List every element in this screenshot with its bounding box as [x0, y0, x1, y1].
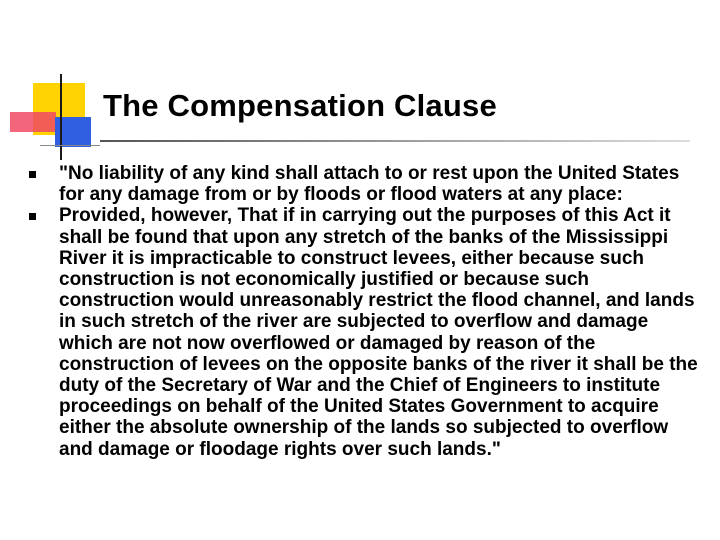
logo-red-bar	[10, 112, 56, 132]
bullet-list	[59, 163, 699, 460]
bullet-text: Provided, however, That if in carrying out the purposes of this Act it shall be found that upon any stretch of the banks of the Mississippi River it is impracticable to construct levees, either because such construction is not economically justified or because such construction would unreasonably restrict the flood channel, and lands in such stretch of the river are subjected to overflow and damage which are not now overflowed or damaged by reason of the construction of levees on the opposite banks of the river it shall be the duty of the Secretary of War and the Chief of Engineers to institute proceedings on behalf of the United States Government to acquire either the absolute ownership of the lands so subjected to overflow and damage or floodage rights over such lands."	[59, 205, 698, 460]
square-bullet-icon	[29, 213, 36, 220]
slide-title: The Compensation Clause	[103, 88, 497, 123]
logo-vertical-line	[60, 74, 62, 160]
bullet-text: "No liability of any kind shall attach to or rest upon the United States for any damage from or by floods or flood waters at any place:	[59, 163, 680, 206]
square-bullet-icon	[29, 171, 36, 178]
title-underline	[100, 140, 690, 142]
list-item	[59, 163, 699, 205]
logo-horizontal-line	[40, 145, 100, 146]
list-item	[59, 205, 699, 459]
